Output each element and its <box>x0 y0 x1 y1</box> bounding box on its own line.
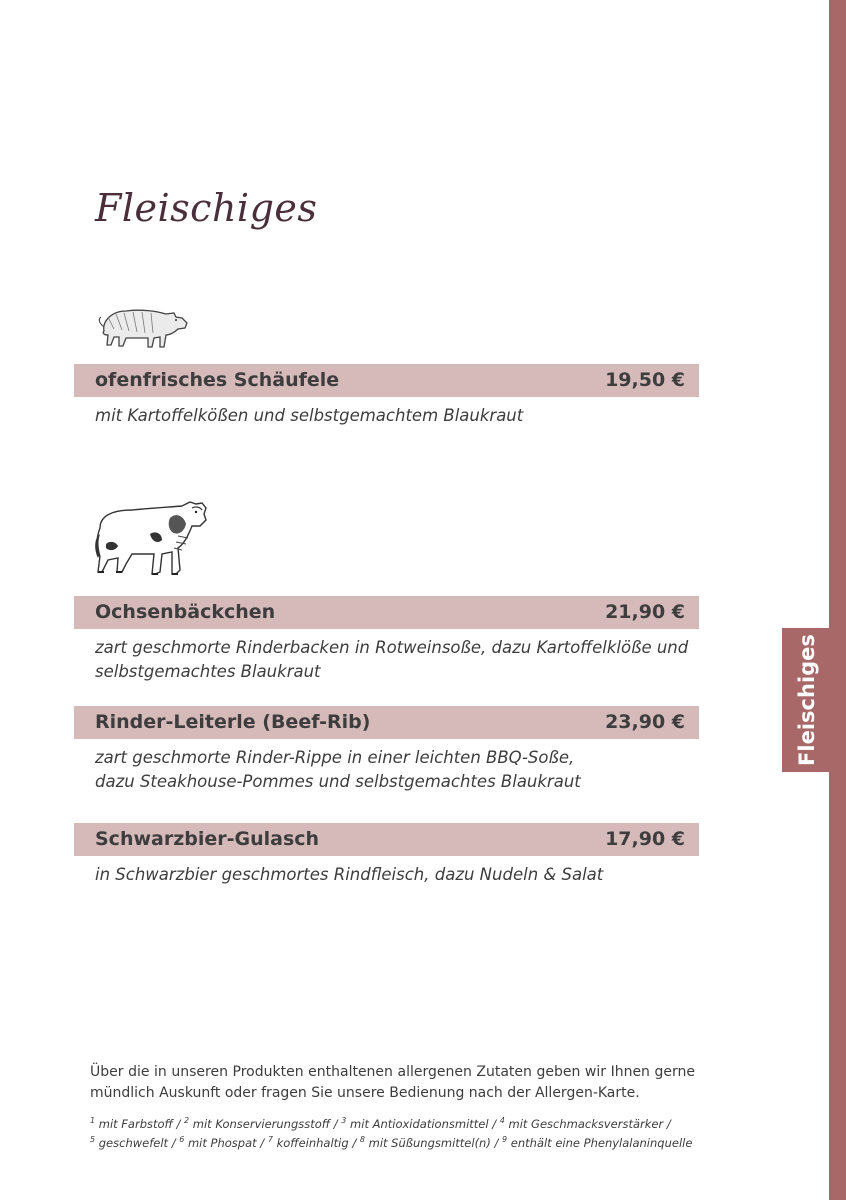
item-name: Ochsenbäckchen <box>95 601 276 623</box>
footnote <box>360 1136 491 1150</box>
footnote <box>179 1136 256 1150</box>
page-title: Fleischiges <box>95 186 318 230</box>
item-name: ofenfrisches Schäufele <box>95 369 340 391</box>
footnote <box>268 1136 349 1150</box>
bull-icon <box>92 498 212 580</box>
item-description-line: zart geschmorte Rinder-Rippe in einer leichten BBQ-Soße, <box>95 748 575 767</box>
item-description-line: in Schwarzbier geschmortes Rindfleisch, dazu Nudeln & Salat <box>95 865 604 884</box>
footnote-number: 7 <box>267 1135 273 1144</box>
footnote-number: 9 <box>502 1135 508 1144</box>
item-description-line: selbstgemachtes Blaukraut <box>95 662 321 681</box>
right-edge-bar <box>829 0 846 1200</box>
footnote-number: 2 <box>184 1116 190 1125</box>
footnote-text: mit Phospat <box>187 1135 257 1150</box>
item-price: 17,90 € <box>605 828 685 850</box>
footnote <box>184 1117 330 1131</box>
item-description-line: mit Kartoffelkößen und selbstgemachtem Blaukraut <box>95 406 524 425</box>
pig-icon <box>96 305 190 353</box>
item-description-line: zart geschmorte Rinderbacken in Rotweinsoße, dazu Kartoffelklöße und <box>95 638 689 657</box>
item-description-line: dazu Steakhouse-Pommes und selbstgemachtes Blaukraut <box>95 772 581 791</box>
footnote-number: 6 <box>179 1135 185 1144</box>
side-tab-label[interactable]: Fleischiges <box>795 634 819 766</box>
footnote <box>90 1117 173 1131</box>
footnote-text: geschwefelt <box>98 1135 169 1150</box>
footnote-text: mit Farbstoff <box>98 1116 173 1131</box>
item-price: 21,90 € <box>605 601 685 623</box>
footnote <box>341 1117 488 1131</box>
item-name: Schwarzbier-Gulasch <box>95 828 320 850</box>
allergen-note: Über die in unseren Produkten enthaltenen allergenen Zutaten geben wir Ihnen gerne mündlich Auskunft oder fragen Sie unsere Bedienung nach der Allergen-Karte. <box>90 1064 695 1101</box>
menu-item-bar <box>74 364 699 397</box>
footnote-number: 1 <box>90 1116 96 1125</box>
item-description <box>95 863 705 887</box>
footnote <box>500 1117 663 1131</box>
footnote-text: koffeinhaltig <box>276 1135 349 1150</box>
item-description <box>95 636 705 684</box>
item-price: 23,90 € <box>605 711 685 733</box>
footnote-number: 8 <box>359 1135 365 1144</box>
footnote-text: mit Geschmacksverstärker <box>508 1116 664 1131</box>
item-price: 19,50 € <box>605 369 685 391</box>
footnotes-line: $^5$ geschwefelt / $^6$ mit Phospat / $^7$ koffeinhaltig / $^8$ mit Süßungsmittel(n) / $^9$ enthält eine Phenylalaninquelle <box>90 1135 693 1150</box>
item-name: Rinder-Leiterle (Beef-Rib) <box>95 711 371 733</box>
footnote <box>90 1136 168 1150</box>
menu-item-bar <box>74 706 699 739</box>
item-description <box>95 404 705 428</box>
footnote-number: 3 <box>341 1116 347 1125</box>
footnote-number: 5 <box>90 1135 96 1144</box>
footnote-number: 4 <box>499 1116 505 1125</box>
footnotes-line: $^1$ mit Farbstoff / $^2$ mit Konservierungsstoff / $^3$ mit Antioxidationsmittel / $^4$ mit Geschmacksverstärker / <box>90 1116 671 1131</box>
menu-item-bar <box>74 823 699 856</box>
footnote-text: mit Konservierungsstoff <box>192 1116 331 1131</box>
footnote-text: mit Süßungsmittel(n) <box>368 1135 491 1150</box>
menu-item-bar <box>74 596 699 629</box>
footnote <box>502 1136 692 1150</box>
footnote-text: enthält eine Phenylalaninquelle <box>510 1135 693 1150</box>
footnote-text: mit Antioxidationsmittel <box>350 1116 489 1131</box>
item-description <box>95 746 705 794</box>
